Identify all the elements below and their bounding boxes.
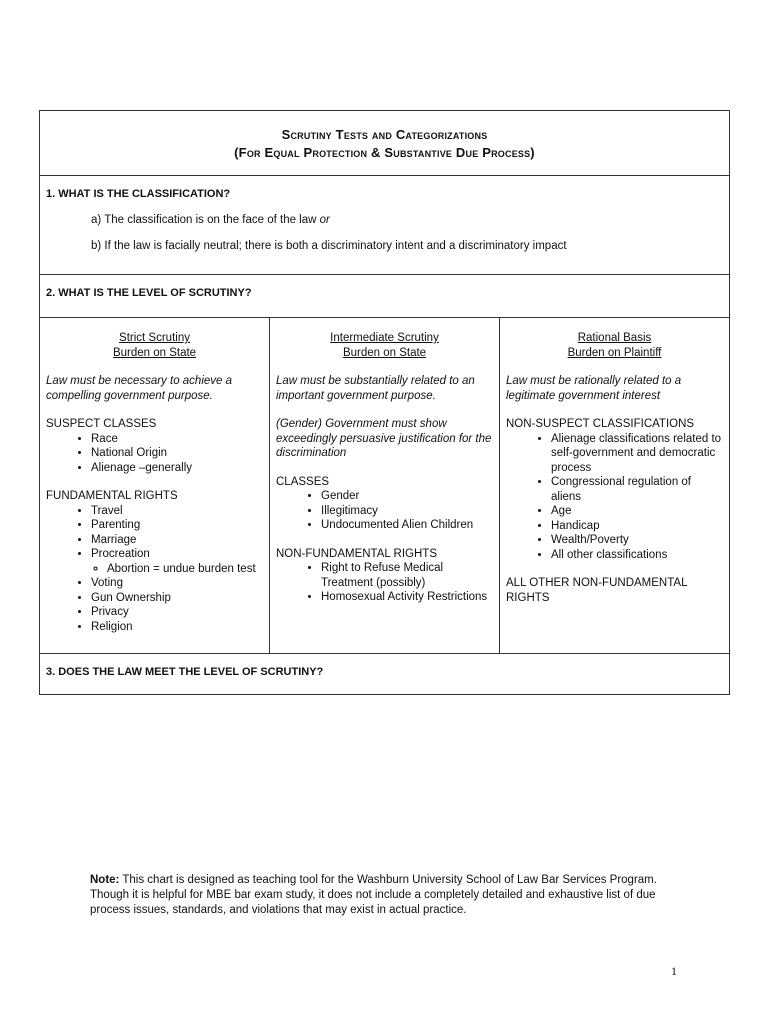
gender-justification-note: (Gender) Government must show exceedingly persuasive justification for the discrimination bbox=[276, 418, 492, 459]
option-a-or: or bbox=[319, 214, 330, 226]
list-item: • Wealth/Poverty bbox=[551, 533, 723, 548]
intermediate-scrutiny-burden: Burden on State bbox=[342, 346, 427, 359]
list-item: • Voting bbox=[91, 576, 263, 591]
list-item: • Race bbox=[91, 432, 263, 447]
suspect-classes-heading: SUSPECT CLASSES bbox=[46, 418, 157, 430]
fundamental-rights-list bbox=[46, 504, 263, 635]
classification-option-b: b) If the law is facially neutral; there is both a discriminatory intent and a discriminatory impact bbox=[91, 240, 567, 252]
intermediate-scrutiny-standard: Law must be substantially related to an important government purpose. bbox=[276, 375, 475, 402]
strict-scrutiny-standard: Law must be necessary to achieve a compelling government purpose. bbox=[46, 375, 233, 402]
non-fundamental-rights-list bbox=[276, 561, 493, 605]
list-item: • Homosexual Activity Restrictions bbox=[321, 590, 493, 605]
list-item: • Privacy bbox=[91, 605, 263, 620]
scrutiny-chart-table bbox=[39, 110, 730, 695]
question-1-heading: 1. WHAT IS THE CLASSIFICATION? bbox=[46, 188, 231, 200]
chart-title bbox=[40, 111, 729, 176]
list-item: • Handicap bbox=[551, 519, 723, 534]
list-item: • Alienage classifications related to self-government and democratic process bbox=[551, 432, 723, 476]
title-line-1: Scrutiny Tests and Categorizations bbox=[281, 127, 488, 142]
question-3-heading: 3. DOES THE LAW MEET THE LEVEL OF SCRUTINY? bbox=[46, 666, 324, 678]
non-suspect-classifications-list bbox=[506, 432, 723, 563]
suspect-classes-list bbox=[46, 432, 263, 476]
rational-basis-name: Rational Basis bbox=[577, 332, 652, 344]
rational-basis-standard: Law must be rationally related to a legitimate government interest bbox=[506, 375, 682, 402]
intermediate-scrutiny-name: Intermediate Scrutiny bbox=[330, 332, 439, 344]
note-label: Note: bbox=[90, 874, 120, 886]
scrutiny-levels-row bbox=[40, 318, 729, 654]
strict-scrutiny-burden: Burden on State bbox=[112, 346, 197, 359]
intermediate-scrutiny-column bbox=[270, 318, 500, 653]
fundamental-rights-heading: FUNDAMENTAL RIGHTS bbox=[46, 490, 178, 502]
question-1-section bbox=[40, 176, 729, 275]
option-a-text: a) The classification is on the face of the law bbox=[91, 214, 320, 226]
list-item: • All other classifications bbox=[551, 548, 723, 563]
sub-list-item: ◦ Abortion = undue burden test bbox=[107, 562, 263, 577]
procreation-sublist bbox=[91, 562, 263, 577]
strict-scrutiny-column bbox=[40, 318, 270, 653]
classification-option-a bbox=[91, 214, 723, 226]
list-item: • Gun Ownership bbox=[91, 591, 263, 606]
note-text: This chart is designed as teaching tool for the Washburn University School of Law Bar Services Program. Though it is helpful for MBE bar exam study, it does not include a completely detailed and exhaustive list of due process issues, standards, and violations that may exist in actual practice. bbox=[90, 874, 657, 916]
non-suspect-classifications-heading: NON-SUSPECT CLASSIFICATIONS bbox=[506, 418, 695, 430]
list-item: • Travel bbox=[91, 504, 263, 519]
list-item: • Undocumented Alien Children bbox=[321, 518, 493, 533]
list-item: • Congressional regulation of aliens bbox=[551, 475, 723, 504]
list-item: • Right to Refuse Medical Treatment (possibly) bbox=[321, 561, 493, 590]
question-2-heading: 2. WHAT IS THE LEVEL OF SCRUTINY? bbox=[46, 287, 252, 299]
list-item: • Religion bbox=[91, 620, 263, 635]
list-item: • Age bbox=[551, 504, 723, 519]
list-item: • Illegitimacy bbox=[321, 504, 493, 519]
title-line-2: (For Equal Protection & Substantive Due Process) bbox=[234, 145, 535, 160]
page-number: 1 bbox=[671, 964, 677, 978]
question-3-section bbox=[40, 654, 729, 694]
classes-heading: CLASSES bbox=[276, 475, 330, 488]
list-item-procreation bbox=[91, 547, 263, 576]
footnote bbox=[90, 873, 690, 918]
rational-basis-column bbox=[500, 318, 729, 653]
rational-basis-burden: Burden on Plaintiff bbox=[567, 346, 662, 359]
strict-scrutiny-name: Strict Scrutiny bbox=[119, 332, 190, 344]
question-2-section bbox=[40, 275, 729, 318]
non-fundamental-rights-heading: NON-FUNDAMENTAL RIGHTS bbox=[276, 547, 437, 560]
list-item: • Gender bbox=[321, 489, 493, 504]
list-item: • Alienage –generally bbox=[91, 461, 263, 476]
other-non-fundamental-rights-heading: ALL OTHER NON-FUNDAMENTAL RIGHTS bbox=[506, 577, 688, 604]
procreation-label: Procreation bbox=[91, 548, 150, 560]
list-item: • Marriage bbox=[91, 533, 263, 548]
list-item: • National Origin bbox=[91, 446, 263, 461]
list-item: • Parenting bbox=[91, 518, 263, 533]
classes-list bbox=[276, 489, 493, 533]
